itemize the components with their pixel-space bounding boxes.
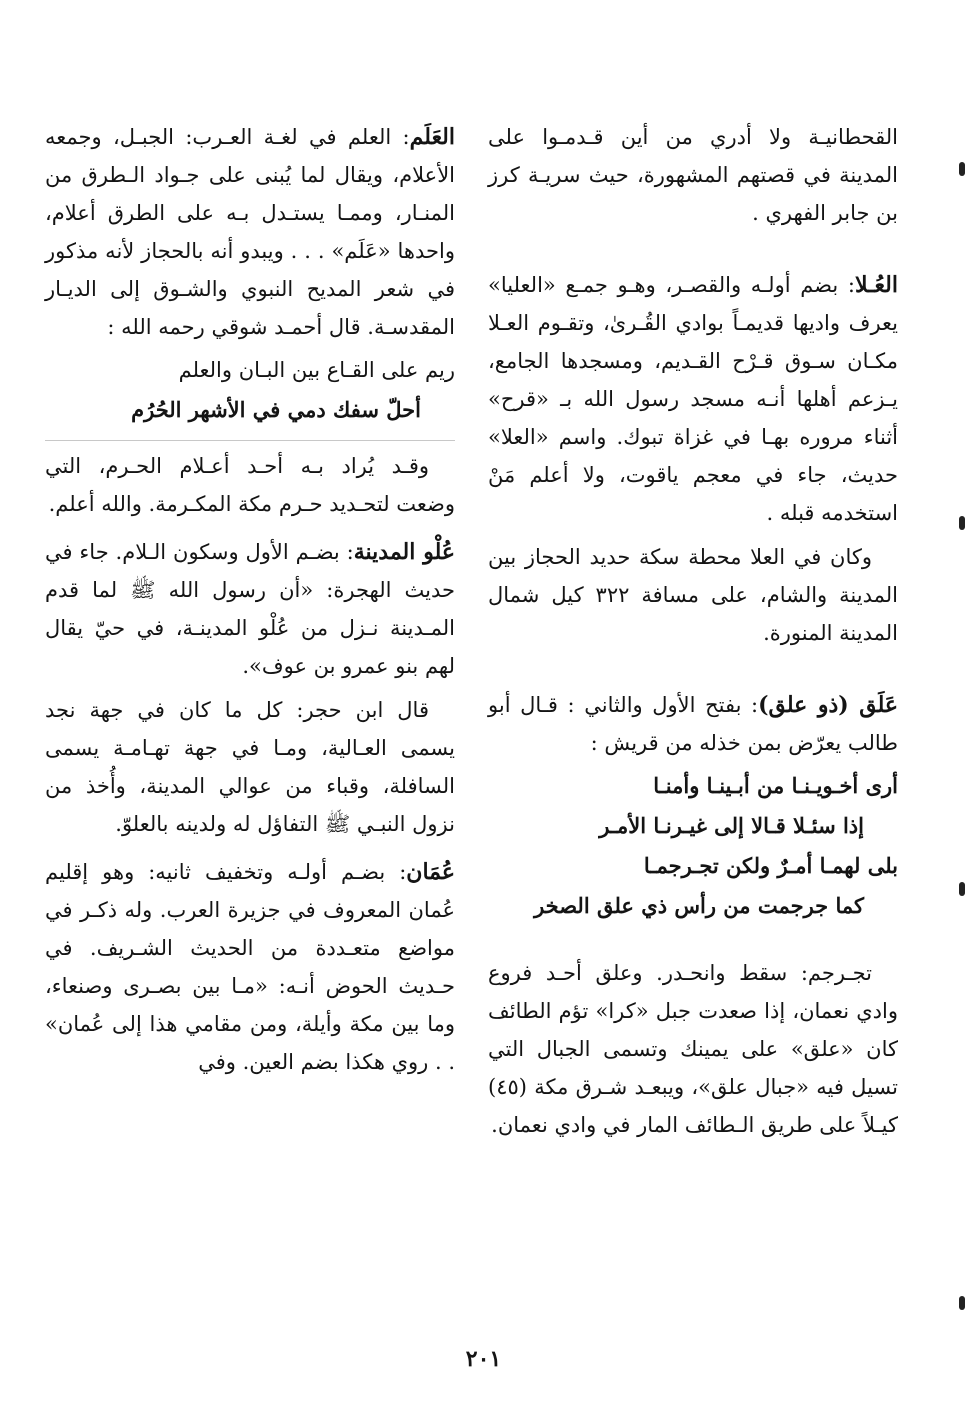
entry-ula [488,266,898,652]
entry-alam [45,118,455,523]
verse-line: بلى لهمـا أمـرٌ ولكن تجـرجمـا [643,853,898,878]
verse-line: أرى أخـويـنـا من أبـينـا وأمنـا [653,773,898,798]
entry-paragraph: قال ابن حجر: كل ما كان في جهة نجد يسمى العـالية، ومـا في جهة تهـامـة يسمى السافلة، وقباء من عوالي المدينة، وأُخذ من نزول النبـي ﷺ التفاؤل له ولدينه بالعلوّ. [45,698,455,836]
entry-text: : بضم أولـه والقصـر، وهـو جمـع «العليا» يعرف واديها قديمـاً بوادي القُـرىٰ، وتقـوم العـلا مكـان سـوق قـرْح القـديم، ومسجدها الجامع، يـزعم أهلها أنـه مسجد رسول الله بـ «قرح» أثناء مروره بهـا في غزاة تبوك. واسم «العلا» حديث، جاء في معجم ياقوت، ولا أعلم مَنْ استخدمه قبله . [488,273,898,525]
page-number: ٢٠١ [465,1346,502,1372]
poem-verse [45,350,455,430]
entry-text: : بفتح الأول والثاني : قـال أبو طالب يعرّض بمن خذله من قريش : [488,693,898,755]
entry-ulw [45,533,455,843]
verse-line: كما جرجمت من رأس ذي علق الصخر [534,893,864,918]
verse-line: إذا سئـلا قـالا إلى غيـرنـا الأمـر [599,813,864,838]
entry-paragraph: وقـد يُراد بـه أحـد أعـلام الحـرم، التي وضعت لتحـديد حـرم مكة المكـرمة. والله أعلم. [45,454,455,516]
entry-alaq [488,686,898,1144]
entry-text: : بضـم الأول وسكون الـلام. جاء في حديث الهجرة: «أن رسول الله ﷺ لما قدم المـدينة نـزل من عُلْو المدينـة، في حيّ يقال لهم بنو عمرو بن عوف». [45,540,455,678]
edge-mark [959,516,965,530]
entry-paragraph: وكان في العلا محطة سكة حديد الحجاز بين المدينة والشام، على مسافة ٣٢٢ كيل شمال المدينة المنورة. [488,545,898,645]
entry-uman [45,853,455,1081]
edge-mark [959,882,965,896]
entry-headword: عَلَق (ذو علق) [758,692,898,718]
right-column [488,118,898,1144]
edge-mark [959,162,965,176]
entry-text: : بضـم أولـه وتخفيف ثانيه: وهو إقليم عُمان المعروف في جزيرة العرب. وله ذكـر في مواضع متعـددة من الحديث الشـريف. في حـديث الحوض أنـه: «مـا بين بصـرى وصنعاء، وما بين مكة وأيلة، ومن مقامي هذا إلى عُمان» . . روي هكذا بضم العين. وفي [45,860,455,1074]
entry-headword: العَلَم [409,124,455,150]
entry-headword: عُلْو المدينة [353,539,456,565]
continued-paragraph: القحطانيـة ولا أدري من أين قـدمـوا على المدينة في قصتهم المشهورة، حيث سريـة كرز بن جابر الفهري . [488,125,898,225]
entry-paragraph: تجـرجم: سقط وانحـدر. وعلق أحـد فروع وادي نعمان، إذا صعدت جبل «كرا» تؤم الطائف كان «علق» على يمينك وتسمى الجبال التي تسيل فيه «جبال علق»، ويبعـد شـرق مكة (٤٥) كيـلاً على طريق الـطائف المار في وادي نعمان. [488,961,898,1137]
poem-verse [488,766,898,926]
left-column [45,118,455,1081]
entry-headword: عُمَان [406,859,455,885]
entry-text: : العلم في لغـة العـرب: الجبـل، وجمعه الأعلام، ويقال لما يُبنى على جـواد الـطرق من المنـار، وممـا يستـدل بـه على الطرق أعلام، واحدها «عَلَم» . . . ويبدو أنه بالحجاز لأنه مذكور في شعر المديح النبوي والشـوق إلى الديـار المقدسـة. قال أحمـد شوقي رحمه الله : [45,125,455,339]
verse-line: أحلّ سفك دمي في الأشهر الحُرُم [131,397,421,422]
verse-line: ريم على القـاع بين البـان والعلم [178,358,455,382]
divider [45,440,455,441]
entry-headword: العُـلا [854,272,898,298]
edge-mark [959,1296,965,1310]
